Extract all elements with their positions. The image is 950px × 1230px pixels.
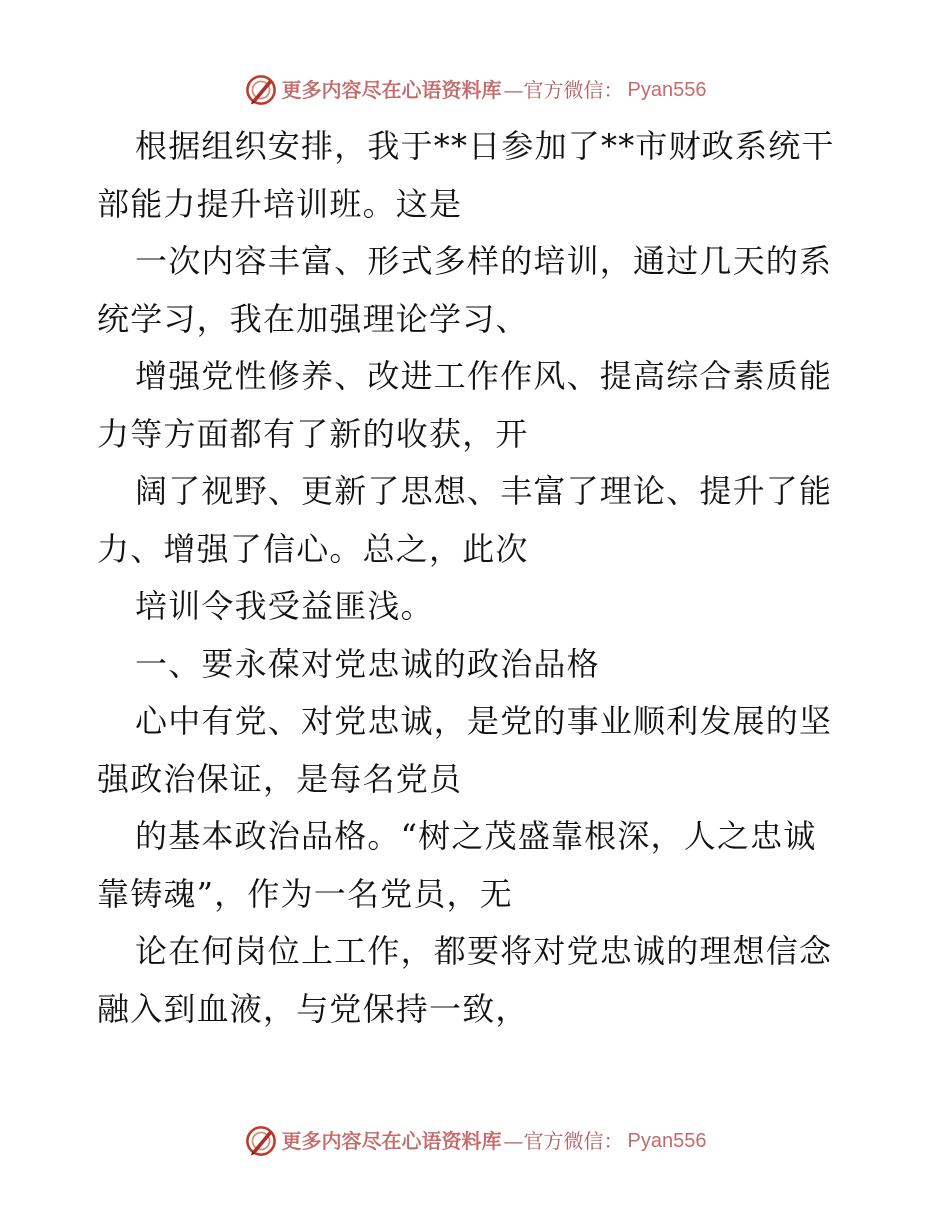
text-line: 统学习，我在加强理论学习、 [97, 299, 529, 338]
text-line: 阔了视野、更新了思想、丰富了理论、提升了能 [135, 472, 833, 510]
pen-logo-icon [244, 73, 278, 107]
watermark-footer [0, 1121, 950, 1161]
text-line: 一次内容丰富、形式多样的培训，通过几天的系 [135, 242, 833, 280]
watermark-site-text: 更多内容尽在心语资料库 [281, 78, 502, 102]
text-line: 论在何岗位上工作，都要将对党忠诚的理想信念 [135, 932, 833, 970]
section-heading: 一、要永葆对党忠诚的政治品格 [135, 644, 600, 683]
text-line: 部能力提升培训班。这是 [97, 184, 463, 223]
text-line: 靠铸魂”，作为一名党员，无 [97, 874, 513, 913]
text-line: 心中有党、对党忠诚，是党的事业顺利发展的坚 [135, 702, 833, 740]
text-line: 增强党性修养、改进工作作风、提高综合素质能 [135, 357, 833, 395]
watermark-official-text: —官方微信： [503, 1129, 624, 1153]
watermark-header [0, 70, 950, 110]
text-line: 根据组织安排，我于**日参加了**市财政系统干 [135, 127, 835, 165]
text-line: 培训令我受益匪浅。 [135, 587, 434, 625]
pen-logo-icon [244, 1124, 278, 1158]
text-line: 力等方面都有了新的收获，开 [97, 414, 529, 453]
watermark-account-id: Pyan556 [627, 79, 707, 101]
text-line: 强政治保证，是每名党员 [97, 759, 463, 798]
text-line: 的基本政治品格。“树之茂盛靠根深，人之忠诚 [135, 817, 817, 855]
watermark-official-text: —官方微信： [503, 78, 624, 102]
document-body [97, 118, 857, 1038]
text-line: 融入到血液，与党保持一致， [97, 989, 529, 1028]
text-line: 力、增强了信心。总之，此次 [97, 529, 529, 568]
watermark-account-id: Pyan556 [627, 1130, 707, 1152]
watermark-site-text: 更多内容尽在心语资料库 [281, 1129, 502, 1153]
